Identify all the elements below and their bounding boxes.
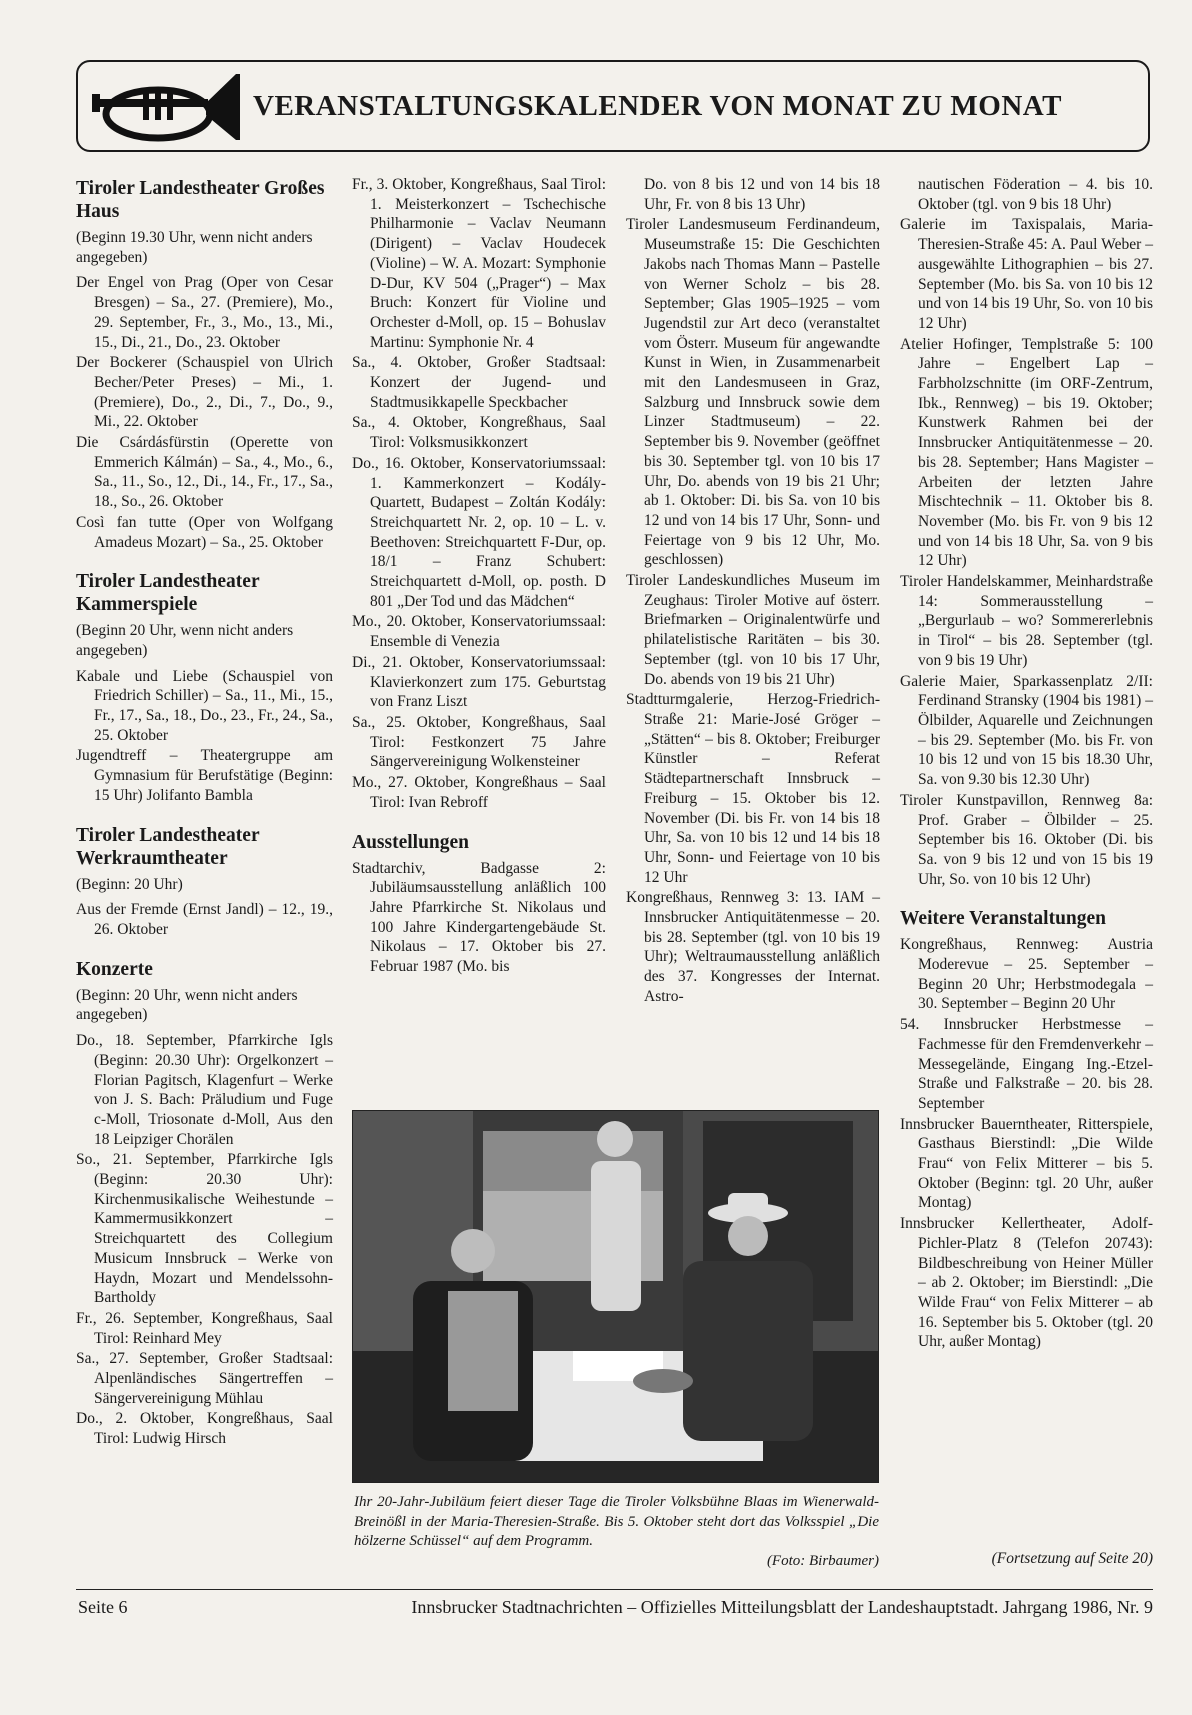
list-item: Kongreßhaus, Rennweg: Austria Moderevue – 25. September – Beginn 20 Uhr; Herbstmodegala – 30. September – Beginn 20 Uhr bbox=[900, 936, 1153, 1013]
list-item: So., 21. September, Pfarrkirche Igls (Beginn: 20.30 Uhr): Kirchenmusikalische Weihestunde – Kammermusikkonzert – Streichquartett des Collegium Musicum Innsbruck – Werke von Haydn, Mozart und Mendelssohn-Bartholdy bbox=[76, 1151, 333, 1307]
list-item: Mo., 20. Oktober, Konservatoriumssaal: Ensemble di Venezia bbox=[352, 613, 606, 651]
list-item: Aus der Fremde (Ernst Jandl) – 12., 19., 26. Oktober bbox=[76, 901, 333, 938]
list-item: Tiroler Landeskundliches Museum im Zeughaus: Tiroler Motive auf österr. Briefmarken – Originalentwürfe und philatelistische Raritäten – bis 30. September (tgl. von 10 bis 17 Uhr, Do. abends von 19 bis 21 Uhr) bbox=[626, 572, 880, 688]
list-item: Der Engel von Prag (Oper von Cesar Bresgen) – Sa., 27. (Premiere), Mo., 29. September, Fr., 3., Mo., 13., Mi., 15., Di., 21., Do., 23. Oktober bbox=[76, 274, 333, 351]
header-box bbox=[76, 60, 1150, 152]
list-item: Mo., 27. Oktober, Kongreßhaus – Saal Tirol: Ivan Rebroff bbox=[352, 774, 606, 811]
list-item: nautischen Föderation – 4. bis 10. Oktober (tgl. von 9 bis 18 Uhr) bbox=[918, 176, 1153, 213]
list-item: Do., 18. September, Pfarrkirche Igls (Beginn: 20.30 Uhr): Orgelkonzert – Florian Pagitsch, Klagenfurt – Werke von J. S. Bach: Präludium und Fuge c-Moll, Triosonate d-Moll, Aus den 18 Leipziger Chorälen bbox=[76, 1032, 333, 1148]
list-item: Tiroler Landesmuseum Ferdinandeum, Museumstraße 15: Die Geschichten Jakobs nach Thomas Mann – Pastelle von Werner Scholz – bis 28. September; Glas 1905–1925 – vom Jugendstil zur Art deco (veranstaltet vom Österr. Museum für angewandte Kunst in Wien, in Zusammenarbeit mit den Landesmuseen in Graz, Salzburg und Innsbruck sowie dem Linzer Stadtmuseum) – 22. September bis 9. November (geöffnet bis 30. September tgl. von 10 bis 17 Uhr, Do. abends von 19 bis 21 Uhr; ab 1. Oktober: Di. bis Sa. von 10 bis 12 und von 14 bis 17 Uhr, Sonn- und Feiertage von 9 bis 12 Uhr, Mo. geschlossen) bbox=[626, 216, 880, 569]
list-item: Innsbrucker Kellertheater, Adolf-Pichler-Platz 8 (Telefon 20743): Bildbeschreibung von Heiner Müller – ab 2. Oktober; im Bierstindl: „Die Wilde Frau“ von Felix Mitterer – ab 16. September bis 5. Oktober (tgl. 20 Uhr, außer Montag) bbox=[900, 1215, 1153, 1351]
list-item: Sa., 25. Oktober, Kongreßhaus, Saal Tirol: Festkonzert 75 Jahre Sängervereinigung Wolkensteiner bbox=[352, 713, 606, 771]
list-item: Sa., 27. September, Großer Stadtsaal: Alpenländisches Sängertreffen – Sängervereinigung Mühlau bbox=[76, 1350, 333, 1407]
section-title: Tiroler Landestheater Werkraumtheater bbox=[76, 824, 260, 869]
page-title: VERANSTALTUNGSKALENDER VON MONAT ZU MONAT bbox=[253, 90, 1062, 122]
list-item: Kongreßhaus, Rennweg 3: 13. IAM – Innsbrucker Antiquitätenmesse – 20. bis 28. September (tgl. von 10 bis 19 Uhr); Weltraumausstellung anläßlich des 37. Kongresses der Internat. Astro- bbox=[626, 889, 880, 1005]
section-note: (Beginn 20 Uhr, wenn nicht anders angegeben) bbox=[76, 622, 294, 659]
list-item: 54. Innsbrucker Herbstmesse – Fachmesse für den Fremdenverkehr – Messegelände, Eingang Ing.-Etzel-Straße und Falkstraße – 20. bis 28. September bbox=[900, 1016, 1153, 1112]
section-note: (Beginn 19.30 Uhr, wenn nicht anders angegeben) bbox=[76, 229, 313, 266]
section-title: Ausstellungen bbox=[352, 831, 470, 853]
list-item: Kabale und Liebe (Schauspiel von Friedrich Schiller) – Sa., 11., Mi., 15., Fr., 17., Sa., 18., Do., 23., Fr., 24., Sa., 25. Oktober bbox=[76, 667, 333, 744]
list-item: Innsbrucker Bauerntheater, Ritterspiele, Gasthaus Bierstindl: „Die Wilde Frau“ von Felix Mitterer – bis 5. Oktober (Beginn: tgl. 20 Uhr, außer Montag) bbox=[900, 1115, 1153, 1212]
photo-caption bbox=[354, 1493, 879, 1571]
list-item: Stadtarchiv, Badgasse 2: Jubiläumsausstellung anläßlich 100 Jahre Pfarrkirche St. Nikolaus und 100 Jahre Kindergartengebäude St. Nikolaus – 17. Oktober bis 27. Februar 1987 (Mo. bis bbox=[352, 859, 606, 976]
continuation-note: (Fortsetzung auf Seite 20) bbox=[991, 1550, 1153, 1567]
list-item: Sa., 4. Oktober, Kongreßhaus, Saal Tirol: Volksmusikkonzert bbox=[352, 414, 606, 452]
publication-line: Innsbrucker Stadtnachrichten – Offizielles Mitteilungsblatt der Landeshauptstadt. Jahrgang 1986, Nr. 9 bbox=[411, 1597, 1153, 1617]
list-item: Die Csárdásfürstin (Operette von Emmerich Kálmán) – Sa., 4., Mo., 6., Sa., 11., So., 12., Di., 14., Fr., 17., Sa., 18., So., 26. Oktober bbox=[76, 434, 333, 511]
section-title: Konzerte bbox=[76, 958, 153, 980]
caption-text: Ihr 20-Jahr-Jubiläum feiert dieser Tage die Tiroler Volksbühne Blaas im Wienerwald-Breinößl in der Maria-Theresien-Straße. Bis 5. Oktober steht dort das Volksspiel „Die hölzerne Schüssel“ auf dem Programm. bbox=[354, 1494, 879, 1549]
page-number: Seite 6 bbox=[78, 1597, 128, 1617]
list-item: Così fan tutte (Oper von Wolfgang Amadeus Mozart) – Sa., 25. Oktober bbox=[76, 513, 333, 551]
list-item: Sa., 4. Oktober, Großer Stadtsaal: Konzert der Jugend- und Stadtmusikkapelle Speckbacher bbox=[352, 354, 606, 411]
list-item: Atelier Hofinger, Templstraße 5: 100 Jahre – Engelbert Lap – Farbholzschnitte (im ORF-Zentrum, Ibk., Rennweg) – bis 19. Oktober; Kunstwerk Rahmen bei der Innsbrucker Antiquitätenmesse – 20. bis 28. September; Hans Magister – Arbeiten der letzten Jahre Mischtechnik – 11. Oktober bis 8. November (Mo. bis Fr. von 9 bis 12 und von 14 bis 18 Uhr, Sa. von 9 bis 12 Uhr) bbox=[900, 335, 1153, 570]
column-2 bbox=[352, 175, 606, 978]
section-note: (Beginn: 20 Uhr, wenn nicht anders angegeben) bbox=[76, 986, 298, 1024]
column-1 bbox=[76, 175, 333, 1450]
column-3 bbox=[626, 175, 880, 1008]
list-item: Tiroler Kunstpavillon, Rennweg 8a: Prof. Graber – Ölbilder – 25. September bis 16. Oktober (Di. bis Sa. von 9 bis 12 und von 15 bis 19 Uhr, So. von 10 bis 12 Uhr) bbox=[900, 791, 1153, 888]
section-title: Weitere Veranstaltungen bbox=[900, 908, 1107, 930]
photo-illustration bbox=[353, 1111, 879, 1483]
list-item: Fr., 26. September, Kongreßhaus, Saal Tirol: Reinhard Mey bbox=[76, 1309, 333, 1347]
footer-divider bbox=[76, 1589, 1153, 1590]
list-item: Tiroler Handelskammer, Meinhardstraße 14: Sommerausstellung – „Bergurlaub – wo? Sommererlebnis in Tirol“ – bis 28. September (tgl. von 9 bis 19 Uhr) bbox=[900, 573, 1153, 669]
list-item: Der Bockerer (Schauspiel von Ulrich Becher/Peter Preses) – Mi., 1. (Premiere), Do., 2., Di., 7., Do., 9., Mi., 22. Oktober bbox=[76, 354, 333, 431]
section-note: (Beginn: 20 Uhr) bbox=[76, 875, 183, 893]
list-item: Galerie Maier, Sparkassenplatz 2/II: Ferdinand Stransky (1904 bis 1981) – Ölbilder, Aquarelle und Zeichnungen – bis 29. September (Mo. bis Fr. von 10 bis 12 und von 15 bis 18.30 Uhr, Sa. von 9.30 bis 12.30 Uhr) bbox=[900, 672, 1153, 789]
section-title: Tiroler Landestheater Großes Haus bbox=[76, 178, 325, 222]
trumpet-icon bbox=[88, 70, 248, 144]
list-item: Di., 21. Oktober, Konservatoriumssaal: Klavierkonzert zum 175. Geburtstag von Franz Liszt bbox=[352, 653, 606, 711]
list-item: Do. von 8 bis 12 und von 14 bis 18 Uhr, Fr. von 8 bis 13 Uhr) bbox=[644, 176, 880, 213]
list-item: Do., 2. Oktober, Kongreßhaus, Saal Tirol: Ludwig Hirsch bbox=[76, 1410, 333, 1448]
list-item: Fr., 3. Oktober, Kongreßhaus, Saal Tirol: 1. Meisterkonzert – Tschechische Philharmonie – Vaclav Neumann (Dirigent) – Vaclav Houdecek (Violine) – W. A. Mozart: Symphonie D-Dur, KV 504 („Prager“) – Max Bruch: Konzert für Violine und Orchester d-Moll, op. 15 – Bohuslav Martinu: Symphonie Nr. 4 bbox=[352, 176, 606, 351]
photo bbox=[352, 1110, 879, 1483]
list-item: Jugendtreff – Theatergruppe am Gymnasium für Berufstätige (Beginn: 15 Uhr) Jolifanto Bambla bbox=[76, 747, 333, 804]
column-4 bbox=[900, 175, 1153, 1353]
photo-credit: (Foto: Birbaumer) bbox=[766, 1552, 879, 1569]
list-item: Do., 16. Oktober, Konservatoriumssaal: 1. Kammerkonzert – Kodály-Quartett, Budapest – Zoltán Kodály: Streichquartett Nr. 2, op. 10 – L. v. Beethoven: Streichquartett F-Dur, op. 18/1 – Franz Schubert: Streichquartett d-Moll, op. posth. D 801 „Der Tod und das Mädchen“ bbox=[352, 454, 606, 610]
list-item: Stadtturmgalerie, Herzog-Friedrich-Straße 21: Marie-José Gröger – „Stätten“ – bis 8. Oktober; Freiburger Künstler – Referat Städtepartnerschaft Innsbruck – Freiburg – 15. Oktober bis 12. November (Di. bis Fr. von 14 bis 18 Uhr, Sa. von 10 bis 12 und 14 bis 18 Uhr, Sonn- und Feiertage von 10 bis 12 Uhr bbox=[626, 691, 880, 886]
section-title: Tiroler Landestheater Kammerspiele bbox=[76, 571, 260, 616]
list-item: Galerie im Taxispalais, Maria-Theresien-Straße 45: A. Paul Weber – ausgewählte Lithographien – bis 27. September (Mo. bis Sa. von 10 bis 12 und von 14 bis 19 Uhr, So. von 10 bis 12 Uhr) bbox=[900, 216, 1153, 332]
